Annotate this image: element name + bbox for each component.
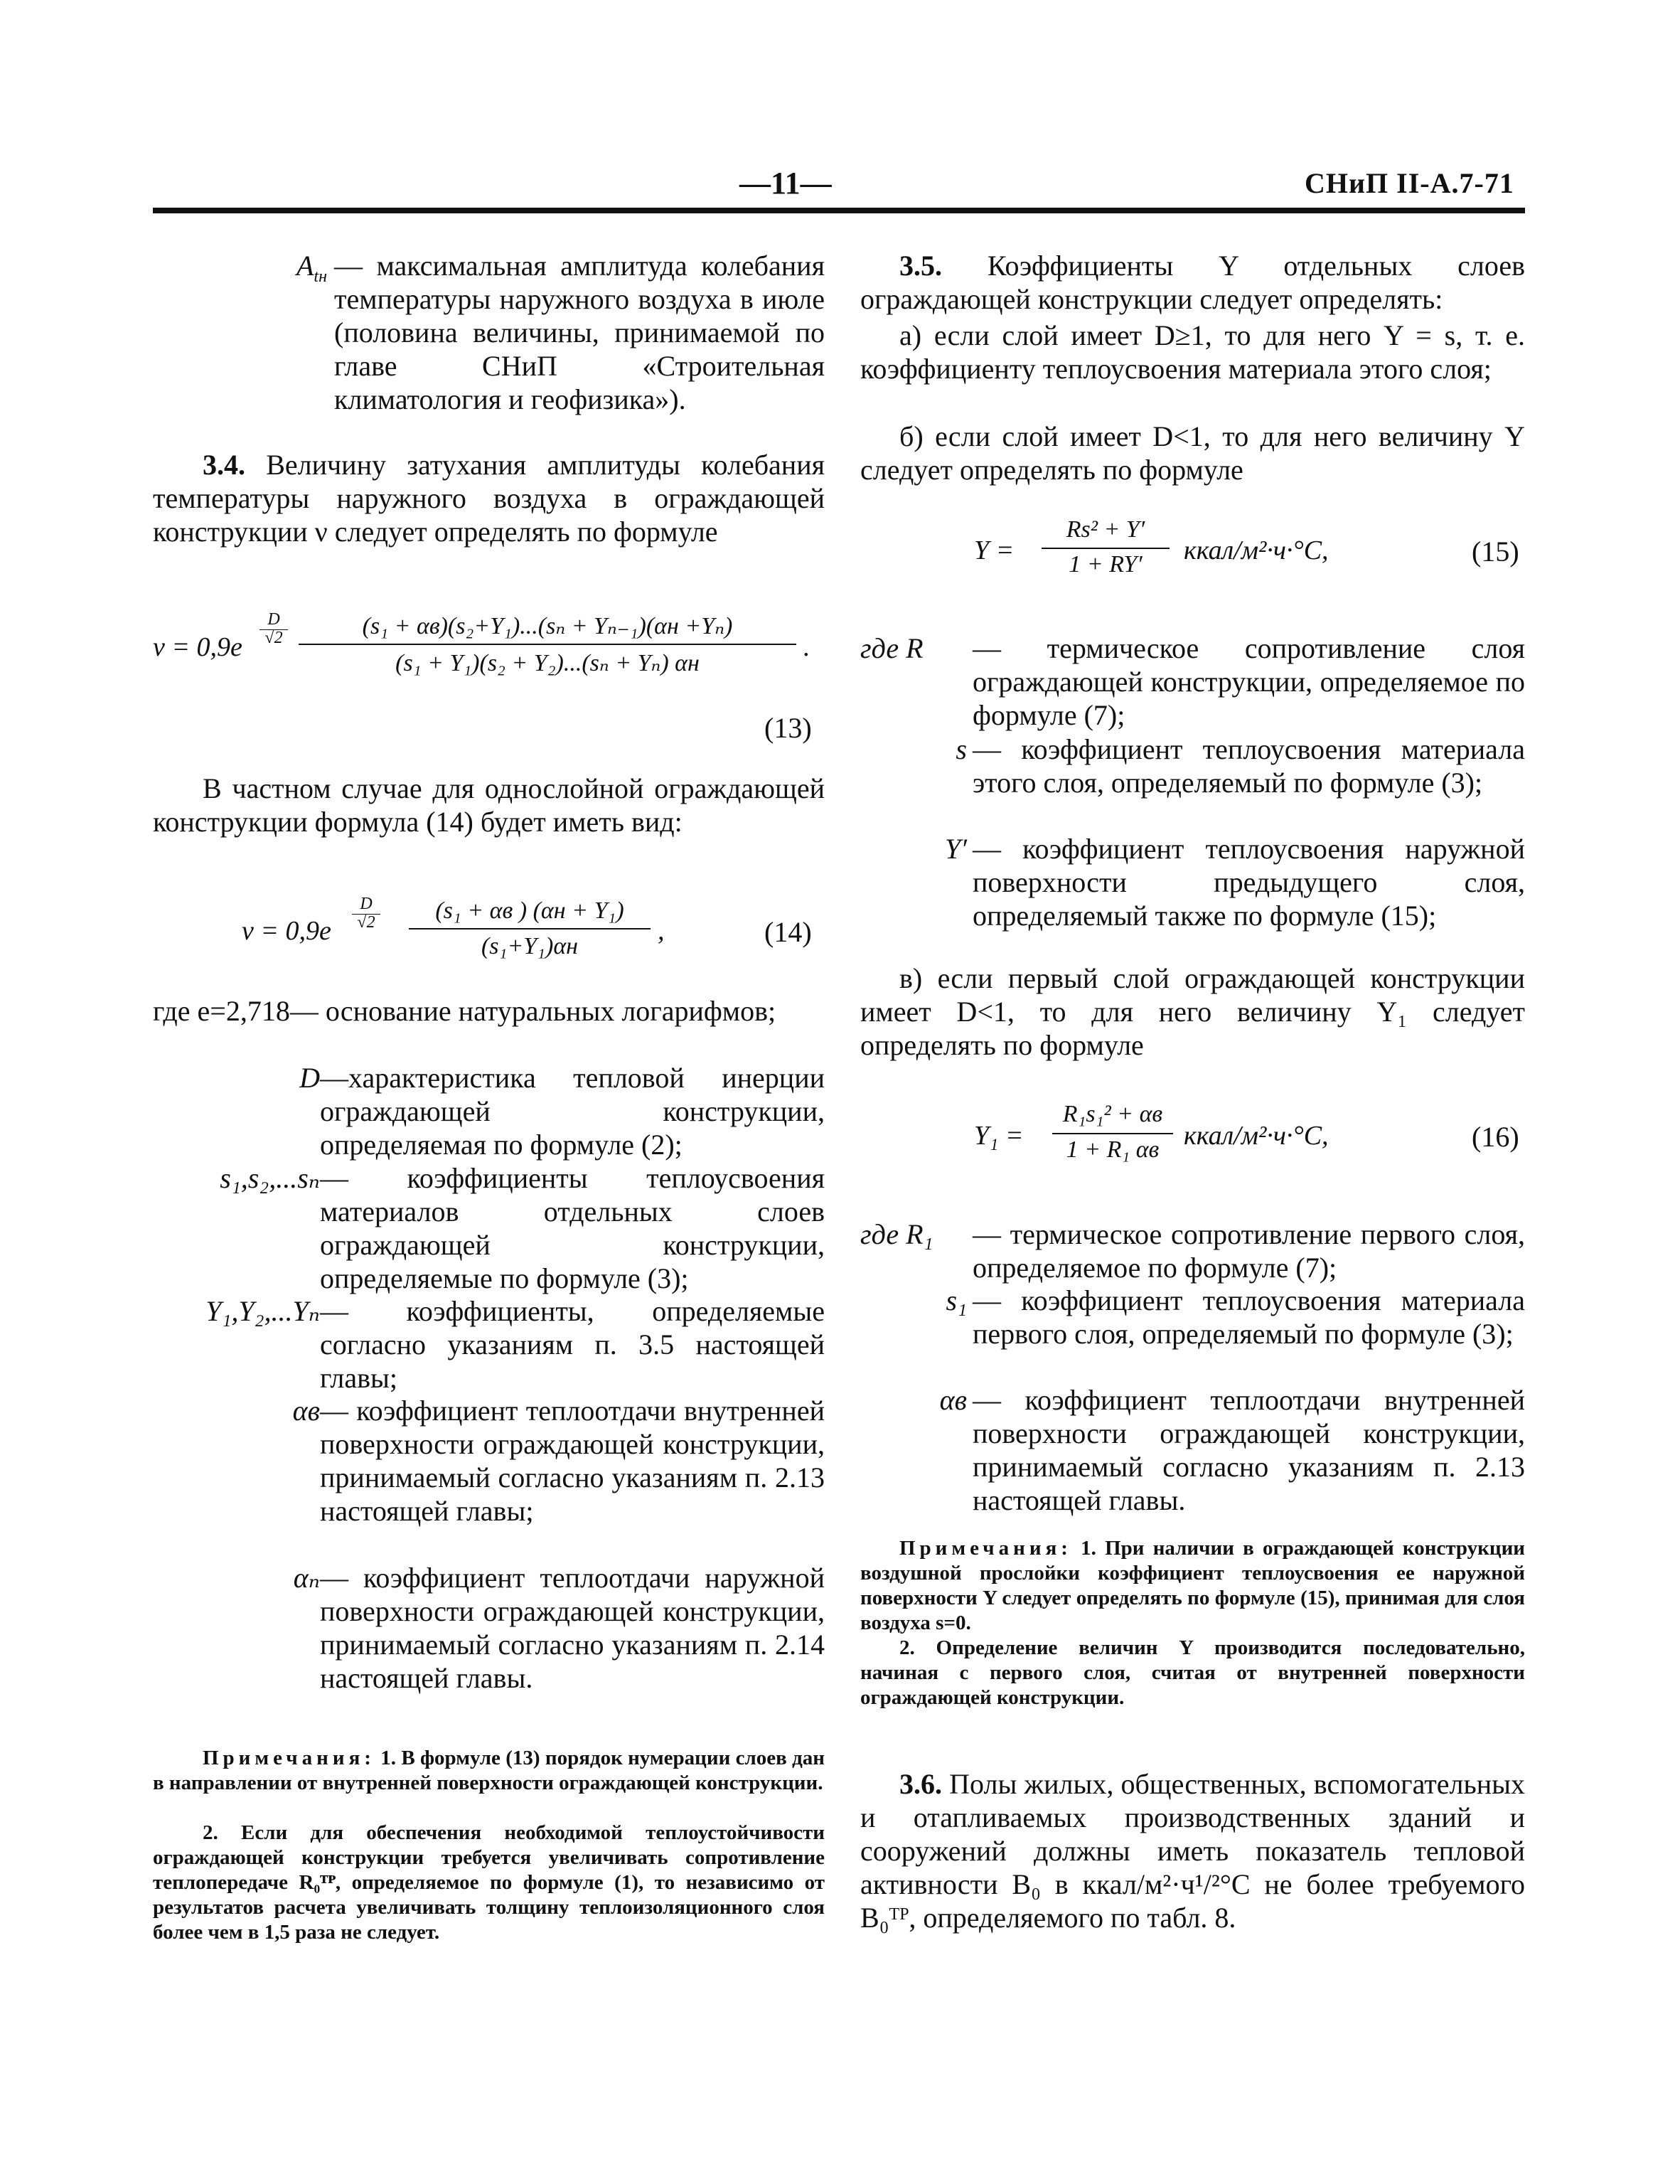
s-definition: — коэффициенты теплоусвоения материалов отдельных слоев ограждающей конструкции, определяемые по формуле (3); [320, 1162, 825, 1294]
formula-13-lhs: ν = 0,9e [153, 632, 242, 662]
formula-16-denominator: 1 + R₁ αв [1066, 1136, 1160, 1163]
r1-definition: — термическое сопротивление первого слоя, определяемое по формуле (7); [973, 1218, 1525, 1284]
header-rule [153, 208, 1525, 213]
formula-14-fraction-line [409, 928, 651, 929]
paragraph-3-5-b: б) если слой имеет D<1, то для него величину Y следует определять по формуле [860, 420, 1525, 486]
amplitude-definition: — максимальная амплитуда колебания температуры наружного воздуха в июле (половина величины, принимаемой по главе СНиП «Строительная климатология и геофизика»). [334, 250, 825, 415]
paragraph-3-4: 3.4. Величину затухания амплитуды колебания температуры наружного воздуха в ограждающей конструкции ν следует определять по формуле [153, 449, 825, 548]
y-prime-symbol: Y′ [945, 833, 967, 865]
y-symbols: Y₁,Y₂,...Yₙ [205, 1295, 320, 1327]
formula-13-numerator: (s₁ + αв)(s₂+Y₁)...(sₙ + Yₙ₋₁)(αн +Yₙ) [362, 613, 733, 639]
formula-16-lhs: Y₁ = [974, 1121, 1024, 1151]
formula-14-denominator: (s₁+Y₁)αн [481, 933, 579, 959]
formula-14-comma: , [658, 916, 665, 946]
alpha-v-symbol-right: αв [939, 1384, 967, 1416]
formula-16-numerator: R₁s₁² + αв [1062, 1101, 1163, 1127]
formula-15-number: (15) [1472, 536, 1519, 568]
special-case-paragraph: В частном случае для однослойной ограждающей конструкции формула (14) будет иметь вид: [153, 772, 825, 838]
paragraph-3-6: 3.6. Полы жилых, общественных, вспомогательных и отапливаемых производственных зданий и сооружений должны иметь показатель тепловой активности B₀ в ккал/м²·ч¹/²°С не более требуемого B₀ᵀᴾ, определяемого по табл. 8. [860, 1768, 1525, 1934]
r-definition: — термическое сопротивление слоя ограждающей конструкции, определяемое по формуле (7); [973, 632, 1525, 731]
paragraph-3-5-v: в) если первый слой ограждающей конструкции имеет D<1, то для него величину Y₁ следует определять по формуле [860, 962, 1525, 1061]
where-r1-symbol: где R₁ [860, 1218, 933, 1250]
alpha-v-definition: — коэффициент теплоотдачи внутренней поверхности ограждающей конструкции, принимаемый согласно указаниям п. 2.13 настоящей главы; [320, 1395, 825, 1527]
alpha-v-definition-right: — коэффициент теплоотдачи внутренней поверхности ограждающей конструкции, принимаемый согласно указаниям п. 2.13 настоящей главы. [973, 1384, 1525, 1516]
formula-14-lhs: ν = 0,9e [242, 916, 331, 946]
right-note-1: Примечания: 1. При наличии в ограждающей конструкции воздушной прослойки коэффициент теплоусвоения ее наружной поверхности Y следует определять по формуле (15), принимая для слоя воздуха s=0. [860, 1537, 1525, 1634]
formula-13-exp-den: √2 [264, 629, 283, 647]
s1-definition: — коэффициент теплоусвоения материала первого слоя, определяемый по формуле (3); [973, 1284, 1525, 1350]
document-code: СНиП II-А.7-71 [1305, 167, 1514, 199]
formula-14-exp-den: √2 [357, 913, 375, 932]
y-definition: — коэффициенты, определяемые согласно указаниям п. 3.5 настоящей главы; [320, 1295, 825, 1394]
formula-15-numerator: Rs² + Y′ [1066, 516, 1145, 543]
alpha-n-definition: — коэффициент теплоотдачи наружной поверхности ограждающей конструкции, принимаемый согласно указаниям п. 2.14 настоящей главы. [320, 1562, 825, 1694]
formula-13-number: (13) [764, 712, 812, 744]
formula-16-fraction-line [1052, 1133, 1173, 1134]
where-e-definition: где e=2,718— основание натуральных логарифмов; [153, 995, 776, 1027]
s-definition-right: — коэффициент теплоусвоения материала этого слоя, определяемый по формуле (3); [973, 733, 1525, 799]
left-note-2: 2. Если для обеспечения необходимой теплоустойчивости ограждающей конструкции требуется увеличивать сопротивление теплопередаче R₀ᵀᴾ, определяемое по формуле (1), то независимо от результатов расчета увеличивать толщину теплоизоляционного слоя более чем в 1,5 раза не следует. [153, 1821, 825, 1944]
formula-14-exp-num: D [360, 895, 373, 913]
formula-16-number: (16) [1472, 1121, 1519, 1153]
right-note-2: 2. Определение величин Y производится последовательно, начиная с первого слоя, считая от внутренней поверхности ограждающей конструкции. [860, 1636, 1525, 1709]
formula-13-dot: . [803, 632, 810, 662]
s-symbol: s [956, 733, 967, 765]
y-prime-definition: — коэффициент теплоусвоения наружной поверхности предыдущего слоя, определяемый также по формуле (15); [973, 833, 1525, 932]
s-symbols: s₁,s₂,...sₙ [220, 1162, 320, 1194]
left-note-1: Примечания: 1. В формуле (13) порядок нумерации слоев дан в направлении от внутренней поверхности ограждающей конструкции. [153, 1747, 825, 1794]
alpha-n-symbol: αₙ [293, 1562, 320, 1594]
alpha-v-symbol: αв [292, 1395, 320, 1427]
formula-13-exp-num: D [267, 610, 280, 629]
paragraph-3-5-a: а) если слой имеет D≥1, то для него Y = s, т. е. коэффициенту теплоусвоения материала этого слоя; [860, 319, 1525, 385]
formula-14-numerator: (s₁ + αв ) (αн + Y₁) [435, 897, 624, 924]
d-definition: —характеристика тепловой инерции ограждающей конструкции, определяемая по формуле (2); [320, 1062, 825, 1161]
page-number: —11— [739, 166, 832, 201]
s1-symbol: s₁ [946, 1284, 967, 1316]
d-symbol: D [299, 1062, 320, 1094]
formula-15-denominator: 1 + RY′ [1069, 551, 1143, 577]
formula-15-unit: ккал/м²·ч·°С, [1184, 536, 1329, 565]
formula-15-fraction-line [1042, 548, 1170, 549]
formula-13-fraction-line [299, 644, 796, 645]
formula-13-denominator: (s₁ + Y₁)(s₂ + Y₂)...(sₙ + Yₙ) αн [395, 650, 700, 676]
formula-16-unit: ккал/м²·ч·°С, [1184, 1121, 1329, 1151]
where-r-symbol: где R [860, 632, 924, 664]
amplitude-symbol: $A_{tн}$ [296, 250, 327, 286]
formula-14-number: (14) [764, 916, 812, 948]
paragraph-3-5: 3.5. Коэффициенты Y отдельных слоев ограждающей конструкции следует определять: [860, 250, 1525, 315]
formula-15-lhs: Y = [974, 536, 1015, 565]
